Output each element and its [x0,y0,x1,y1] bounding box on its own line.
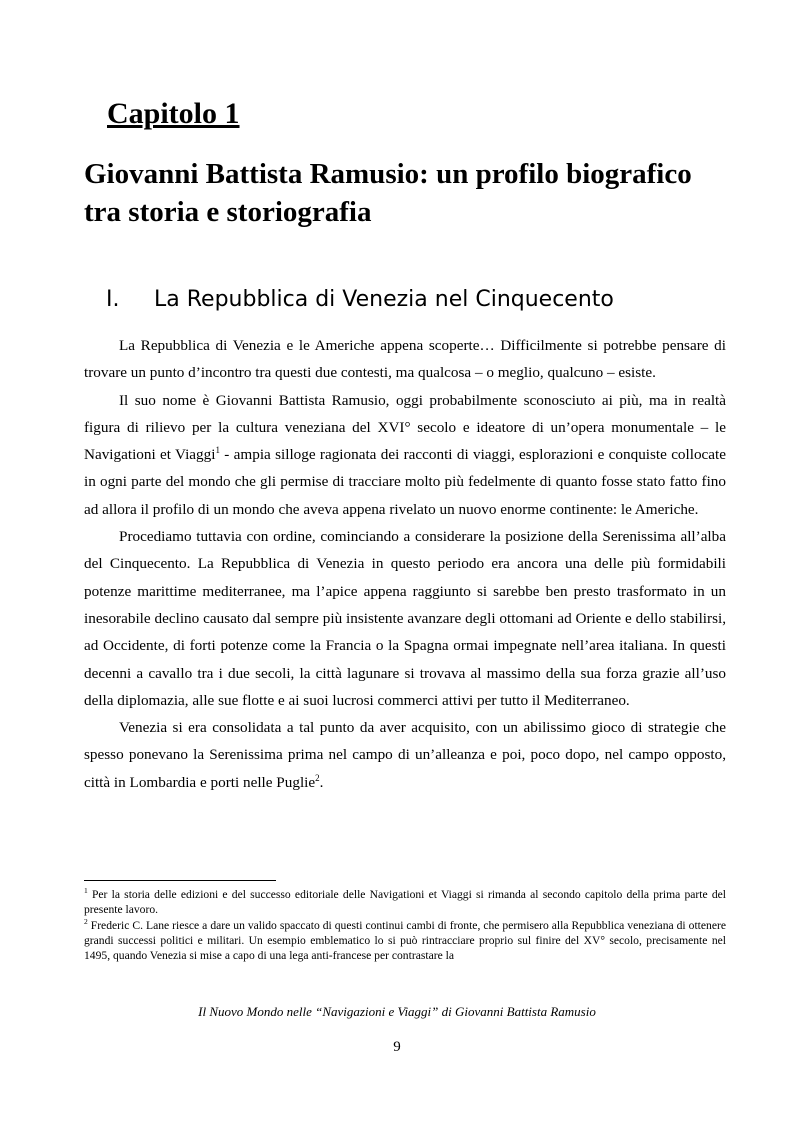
paragraph-2 [84,387,726,523]
running-footer: Il Nuovo Mondo nelle “Navigazioni e Viaggi” di Giovanni Battista Ramusio [198,1004,596,1019]
footnote-divider [84,880,276,881]
paragraph-4-text-a: Venezia si era consolidata a tal punto da aver acquisito, con un abilissimo gioco di strategie che spesso ponevano la Serenissima prima nel campo di un’alleanza e poi, poco dopo, nel campo opposto, città in Lombardia e porti nelle Puglie [84,719,726,791]
paragraph-2-text-b: - ampia silloge ragionata dei racconti di viaggi, esplorazioni e conquiste collocate in ogni parte del mondo che gli permise di tracciare molto più fedelmente di quanto fosse stato fatto fino ad allora il profilo di un mondo che aveva appena rivelato un nuovo enorme continente: le Americhe. [84,446,727,518]
section-title: La Repubblica di Venezia nel Cinquecento [154,287,614,312]
paragraph-4-text-b: . [319,773,324,791]
footnote-2-mark: 2 [84,916,88,926]
page-number: 9 [393,1039,401,1055]
chapter-label: Capitolo 1 [107,97,240,130]
paragraph-2-text-a: Il suo nome è Giovanni Battista Ramusio, oggi probabilmente sconosciuto ai più, ma in realtà figura di rilievo per la cultura veneziana del XVI° secolo e ideatore di un’opera monumentale – le Navigationi et Viaggi [84,391,726,464]
body-text [84,332,726,796]
paragraph-1: La Repubblica di Venezia e le Americhe appena scoperte… Difficilmente si potrebbe pensare di trovare un punto d’incontro tra questi due contesti, ma qualcosa – o meglio, qualcuno – esiste. [84,337,726,382]
footnotes [84,887,726,963]
chapter-title: Giovanni Battista Ramusio: un profilo biografico tra storia e storiografia [84,158,692,228]
footnote-2 [84,918,726,964]
footnote-1 [84,887,726,918]
footnote-ref-1[interactable]: 1 [215,445,220,456]
paragraph-4 [84,714,726,796]
footnote-1-text: Per la storia delle edizioni e del successo editoriale delle Navigationi et Viaggi si rimanda al secondo capitolo della prima parte del presente lavoro. [84,888,726,917]
paragraph-3: Procediamo tuttavia con ordine, cominciando a considerare la posizione della Serenissima all’alba del Cinquecento. La Repubblica di Venezia in questo periodo era ancora una delle più formidabili potenze marittime mediterranee, ma l’apice appena raggiunto si sarebbe ben presto trasformato in un inesorabile declino causato dal sempre più insistente avanzare degli ottomani ad Oriente e dello stabilirsi, ad Occidente, di forti potenze come la Francia o la Spagna ormai impegnate nell’area italiana. In questi decenni a cavallo tra i due secoli, la città lagunare si trovava al massimo della sua forza grazie all’uso della diplomazia, alle sue flotte e ai suoi lucrosi commerci attivi per tutto il Mediterraneo. [84,528,726,709]
section-heading [106,285,614,315]
section-number: I. [106,287,120,312]
footnote-1-mark: 1 [84,886,88,896]
footnote-2-text: Frederic C. Lane riesce a dare un valido spaccato di questi continui cambi di fronte, che permisero alla Repubblica veneziana di ottenere grandi successi politici e militari. Un esempio emblematico lo si può rintracciare proprio sul finire del XV° secolo, precisamente nel 1495, quando Venezia si mise a capo di una lega anti-francese per contrastare la [84,918,726,963]
footnote-ref-2[interactable]: 2 [315,772,320,783]
